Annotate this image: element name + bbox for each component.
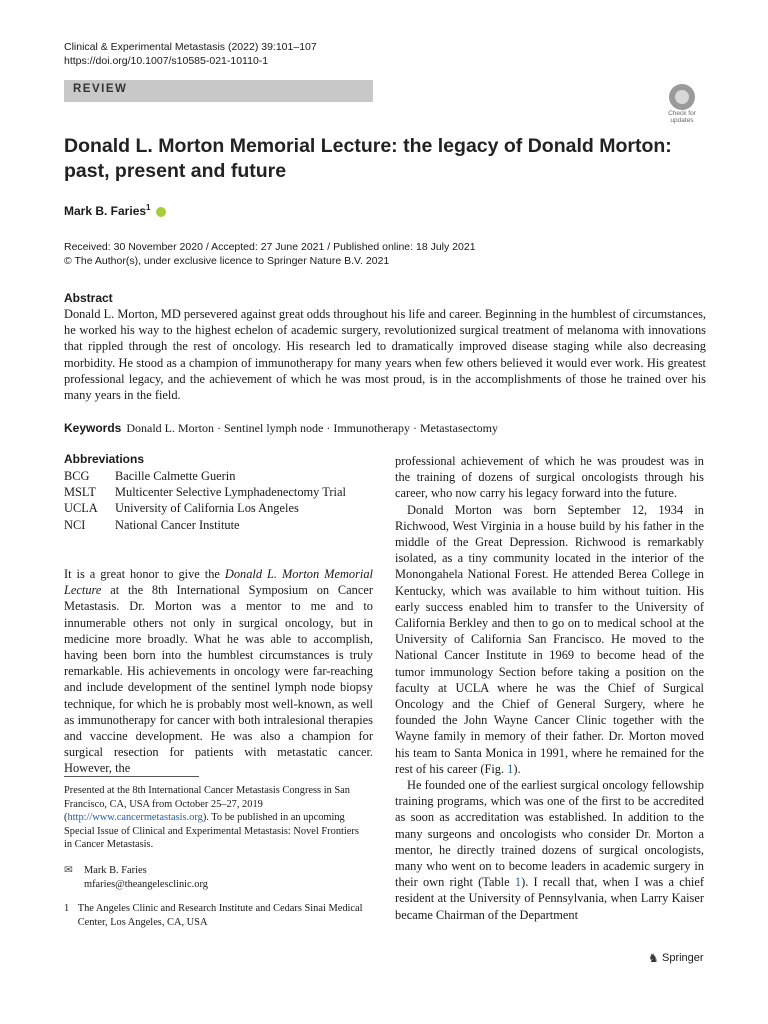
publication-dates — [64, 241, 476, 268]
abbreviation-row — [64, 500, 346, 516]
figure-ref-link[interactable]: 1 — [507, 761, 514, 776]
abbreviation-expansion: University of California Los Angeles — [115, 501, 299, 516]
footnote-text: ). To be published in an upcoming Special Issue of Clinical and Experimental Metastasis: Novel Frontiers in Cancer Metastasis. — [64, 812, 359, 850]
author-affiliation-sup: 1 — [146, 203, 151, 212]
abbreviations-heading: Abbreviations — [64, 452, 145, 466]
doi-link[interactable]: https://doi.org/10.1007/s10585-021-10110-1 — [64, 55, 269, 67]
check-for-updates-badge[interactable] — [662, 84, 702, 124]
contact-name: Mark B. Faries — [84, 865, 147, 876]
abbreviations-table — [64, 468, 346, 533]
article-title: Donald L. Morton Memorial Lecture: the legacy of Donald Morton: past, present and future — [64, 135, 672, 182]
abstract-text: Donald L. Morton, MD persevered against great odds throughout his life and career. Beginning in the humblest of circumstances, he worked his way to the highest echelon of academic surgery, revolutionized surgical treatment of melanoma with innovations that rippled through the rest of oncology. His research led to dramatically improved disease staging while also decreasing morbidity. He stood as a champion of immunotherapy for many years when few others believed it would ever work. His greatest professional legacy, and the achievement of which he was most proud, is in the accomplishments of those he trained over his many years in the field. — [64, 307, 706, 403]
affiliation — [64, 902, 364, 929]
affiliation-number: 1 — [64, 903, 70, 914]
journal-citation: Clinical & Experimental Metastasis (2022) 39:101–107 — [64, 41, 317, 53]
publisher-logo — [648, 952, 704, 964]
abbreviation-row — [64, 468, 346, 484]
body-paragraph — [395, 777, 704, 923]
body-text: It is a great honor to give the — [64, 567, 225, 581]
abbreviation: UCLA — [64, 501, 98, 516]
body-text-left — [64, 566, 373, 777]
abbreviation-expansion: National Cancer Institute — [115, 517, 240, 532]
abbreviation: MSLT — [64, 485, 96, 500]
abbreviation-row — [64, 484, 346, 500]
springer-horse-icon: ♞ — [648, 951, 659, 965]
publisher-name: Springer — [662, 952, 704, 964]
body-paragraph: professional achievement of which he was proudest was in the training of dozens of surgical oncologists through his career, who now carry his legacy forward into the future. — [395, 454, 704, 501]
dates-line: Received: 30 November 2020 / Accepted: 27 June 2021 / Published online: 18 July 2021 — [64, 241, 476, 253]
abbreviation-expansion: Multicenter Selective Lymphadenectomy Trial — [115, 485, 346, 500]
keywords-line — [64, 421, 706, 436]
contact-email[interactable]: mfaries@theangelesclinic.org — [84, 878, 208, 890]
section-label: REVIEW — [73, 83, 128, 95]
envelope-icon: ✉ — [64, 865, 73, 876]
abstract-heading: Abstract — [64, 291, 113, 305]
body-text: ). — [513, 761, 521, 776]
corresponding-author — [64, 864, 364, 891]
abbreviation-expansion: Bacille Calmette Guerin — [115, 469, 236, 483]
body-text: He founded one of the earliest surgical oncology fellowship training programs, which was one of the first to be accredited as soon as accreditation was established. In addition to the many surgeons and oncologists who consider Dr. Morton a mentor, he directly trained dozens of surgical oncologists, many who went on to become leaders in academic surgery in their own right (Table — [395, 778, 704, 890]
body-paragraph — [395, 502, 704, 777]
body-text: Donald Morton was born September 12, 1934 in Richwood, West Virginia in a house build by his father in the middle of the Great Depression. Richwood is remarkably isolated, as a tiny community located in the interior of the Monongahela National Forest. He attended Berea College in Kentucky, which was available to him without tuition. His early success enabled him to transfer to the University of California Berkley and then to go on to medical school at the University of California San Francisco. He moved to the National Cancer Institute in 1969 to become head of the tumor immunology Section before taking a position on the faculty at UCLA where he was the Chief of Surgical Oncology and the Chief of General Surgery, where he founded the John Wayne Cancer Clinic together with the Wayne family in memory of their father. Dr. Morton moved his team to Santa Monica in 1991, where he remained for the rest of his career (Fig. — [395, 502, 704, 776]
table-ref-link[interactable]: 1 — [514, 875, 522, 890]
section-label-bar — [64, 80, 373, 102]
author-line — [64, 203, 166, 218]
abbreviation-row — [64, 517, 346, 533]
congress-link[interactable]: http://www.cancermetastasis.org — [67, 812, 203, 823]
copyright-line: © The Author(s), under exclusive licence to Springer Nature B.V. 2021 — [64, 254, 390, 267]
author-name[interactable]: Mark B. Faries — [64, 204, 147, 218]
affiliation-text: The Angeles Clinic and Research Institute and Cedars Sinai Medical Center, Los Angeles, CA, USA — [77, 903, 363, 928]
keywords-heading: Keywords — [64, 421, 122, 435]
footnote-divider — [64, 776, 199, 777]
orcid-icon[interactable] — [156, 207, 166, 217]
abbreviation: NCI — [64, 517, 86, 532]
check-updates-icon — [669, 84, 695, 110]
body-text: ). I recall that, when I was a chief resident at the University of Pennsylvania, when Larry Kaiser became Chairman of the Department — [395, 875, 704, 922]
footnote-text: Presented at the 8th International Cancer Metastasis Congress in San Francisco, CA, USA from October 25–27, 2019 ( — [64, 785, 350, 823]
journal-header — [64, 40, 317, 68]
check-updates-line2: updates — [670, 117, 694, 124]
presentation-footnote — [64, 784, 364, 852]
body-text-right — [395, 453, 704, 923]
lecture-name: Donald L. Morton Memorial Lecture — [64, 567, 373, 598]
abbreviation: BCG — [64, 469, 90, 483]
keywords-text: Donald L. Morton · Sentinel lymph node · Immunotherapy · Metastasectomy — [126, 421, 498, 435]
check-updates-line1: Check for — [668, 110, 696, 117]
body-text: at the 8th International Symposium on Cancer Metastasis. Dr. Morton was a mentor to me and to innumerable others not only in surgical oncology, but in medicine more broadly. What he was able to accomplish, having been born into the humblest circumstances is truly remarkable. His achievements in oncology were far-reaching and include development of the sentinel lymph node biopsy technique, for which he is probably most well-known, as well as immunotherapy for cancer with both intralesional therapies and vaccine development. He was also a champion for surgical resection for patients with metastatic cancer. However, the — [64, 583, 373, 776]
